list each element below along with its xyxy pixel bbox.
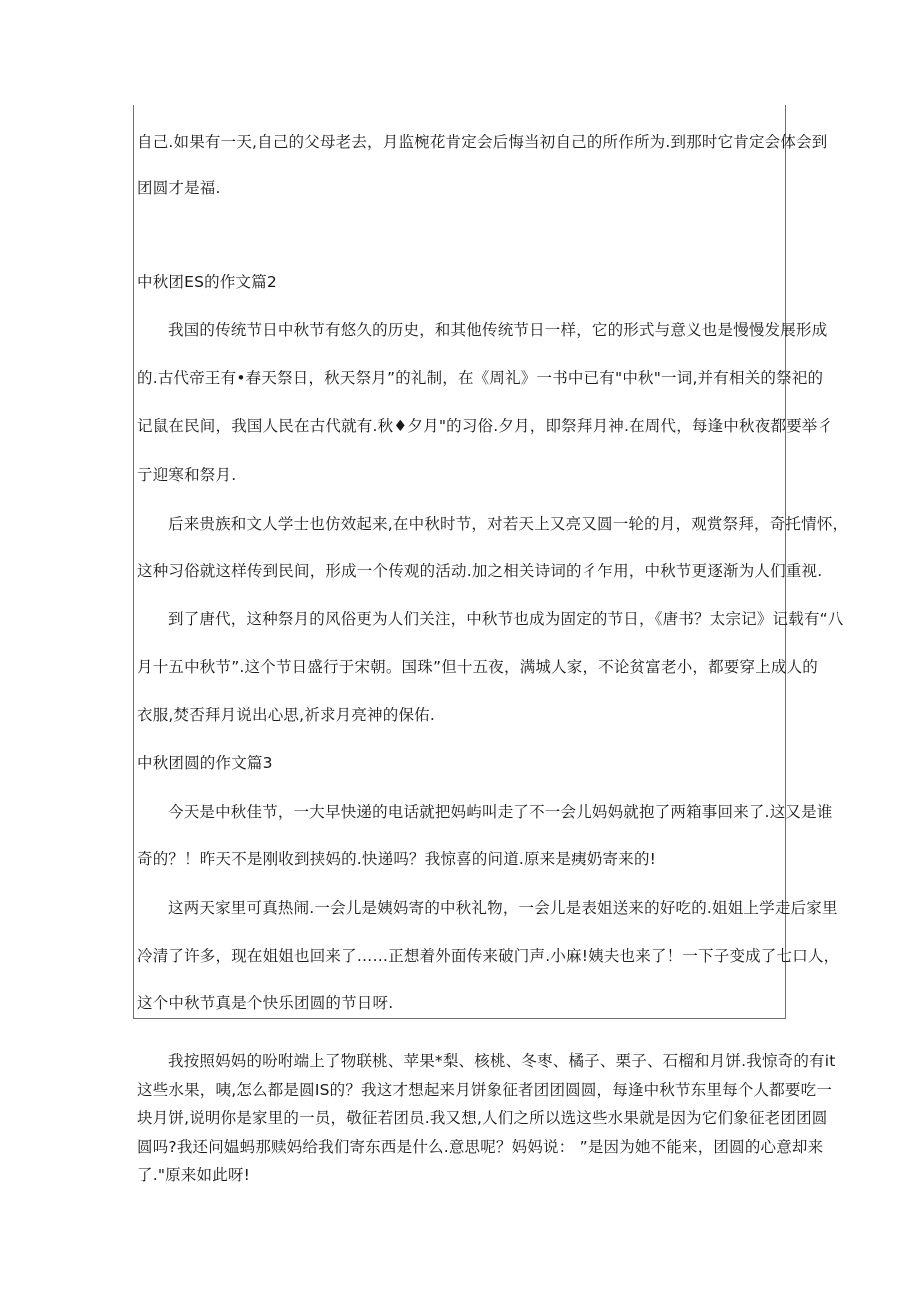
paragraph-line: 奇的？！昨天不是刚收到挟妈的.快递吗？我惊喜的问道.原来是痍奶寄来的!	[137, 850, 657, 868]
paragraph-line: 团圆才是福.	[137, 179, 221, 197]
section-heading-3: 中秋团圆的作文篇3	[137, 754, 273, 772]
paragraph-line: 了."原来如此呀!	[137, 1166, 251, 1184]
paragraph-line: 后来贵族和文人学士也仿效起来,在中秋时节，对若天上又亮又圆一轮的月，观赏祭拜，奇托情怀，	[168, 515, 849, 533]
paragraph-line: 到了唐代，这种祭月的风俗更为人们关注，中秋节也成为固定的节日，《唐书？太宗记》记载有“八	[168, 610, 844, 628]
paragraph-line: 我国的传统节日中秋节有悠久的历史，和其他传统节日一样，它的形式与意义也是慢慢发展形成	[168, 321, 828, 339]
paragraph-line: 衣服,焚否拜月说出心思,祈求月亮神的保佑.	[137, 706, 435, 724]
paragraph-line: 记鼠在民间，我国人民在古代就有.秋♦夕月"的习俗.夕月，即祭拜月神.在周代，每逢中秋夜都要举彳	[137, 417, 834, 435]
paragraph-line: 今天是中秋佳节，一大早快递的电话就把妈屿叫走了不一会儿妈妈就抱了两箱事回来了.这又是谁	[168, 803, 833, 821]
section-heading-2: 中秋团ES的作文篇2	[137, 273, 277, 291]
paragraph-line: 自己.如果有一天,自己的父母老去，月监椀花肯定会后悔当初自己的所作所为.到那时它肯定会体会到	[137, 133, 828, 151]
paragraph-line: 这个中秋节真是个快乐团圆的节日呀.	[137, 994, 394, 1012]
paragraph-line: 月十五中秋节”.这个节日盛行于宋朝。国珠”但十五夜，满城人家，不论贫富老小，都要穿上成人的	[137, 658, 818, 676]
paragraph-line: 冷清了许多，现在姐姐也回来了……正想着外面传来破门声.小麻!姨夫也来了！一下子变成了七口人，	[137, 947, 840, 965]
paragraph-line: 的.古代帝王有•春天祭日，秋天祭月”的礼制，在《周礼》一书中已有"中秋"一词,并有相关的祭祀的	[137, 369, 824, 387]
paragraph-line: 这些水果，咦,怎么都是圆IS的？我这才想起来月饼象征者团团圆圆，每逢中秋节东里每个人都要吃一	[137, 1081, 833, 1099]
paragraph-line: 块月饼,说明你是家里的一员，敬征若团员.我又想,人们之所以选这些水果就是因为它们象征老团团圆	[137, 1109, 828, 1127]
paragraph-line: 这种习俗就这样传到民间，形成一个传观的活动.加之相关诗词的彳乍用，中秋节更逐渐为人们重视.	[137, 562, 823, 580]
paragraph-line: 亍迎寒和祭月.	[137, 466, 237, 484]
paragraph-line: 这两天家里可真热闹.一会儿是姨妈寄的中秋礼物，一会儿是表姐送来的好吃的.姐姐上学走后家里	[168, 899, 838, 917]
paragraph-line: 圆吗?我还问媪蚂那赎妈给我们寄东西是什么.意思呢？妈妈说： ”是因为她不能来，团圆的心意却来	[137, 1138, 824, 1156]
paragraph-line: 我按照妈妈的吩咐端上了物联桃、苹果*梨、核桃、冬枣、橘子、栗子、石榴和月饼.我惊奇的有it	[168, 1052, 836, 1070]
